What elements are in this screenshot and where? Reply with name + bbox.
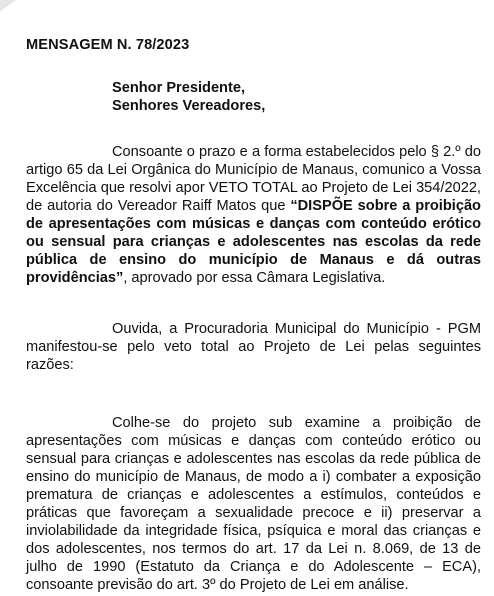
message-heading: MENSAGEM N. 78/2023 <box>26 37 190 53</box>
document-page <box>26 36 481 594</box>
paragraph-veto <box>26 143 481 287</box>
paragraph-veto-bill-title: “DISPÕE sobre a proibição de apresentações com músicas e danças com conteúdo erótico ou sensual para crianças e adolescentes nas escolas da rede pública de ensino do município de Manaus e dá outras providências” <box>26 198 481 286</box>
salutation-councilors: Senhores Vereadores, <box>112 98 266 114</box>
salutation <box>112 79 481 115</box>
paragraph-analysis: Colhe-se do projeto sub examine a proibição de apresentações com músicas e danças com conteúdo erótico ou sensual para crianças e adolescentes nas escolas da rede pública de ensino do município de Manaus, de modo a i) combater a exposição prematura de crianças e adolescentes a estímulos, conteúdos e práticas que favoreçam a sexualidade precoce e ii) preservar a inviolabilidade da integridade física, psíquica e moral das crianças e dos adolescentes, nos termos do art. 17 da Lei n. 8.069, de 13 de julho de 1990 (Estatuto da Criança e do Adolescente – ECA), consoante previsão do art. 3º do Projeto de Lei em análise. <box>26 415 481 593</box>
paragraph-veto-intro: Consoante o prazo e a forma estabelecidos pelo § 2.º do artigo 65 da Lei Orgânica do Município de Manaus, comunico a Vossa Excelência que resolvi apor VETO TOTAL ao Projeto de Lei 354/2022, de autoria do Vereador Raiff Matos que <box>26 144 481 214</box>
paragraph-pgm: Ouvida, a Procuradoria Municipal do Município - PGM manifestou-se pelo veto total ao Projeto de Lei pelas seguintes razões: <box>26 321 481 373</box>
page-corner-mark <box>0 0 25 18</box>
paragraph-veto-outro: , aprovado por essa Câmara Legislativa. <box>123 270 386 286</box>
salutation-president: Senhor Presidente, <box>112 80 246 96</box>
